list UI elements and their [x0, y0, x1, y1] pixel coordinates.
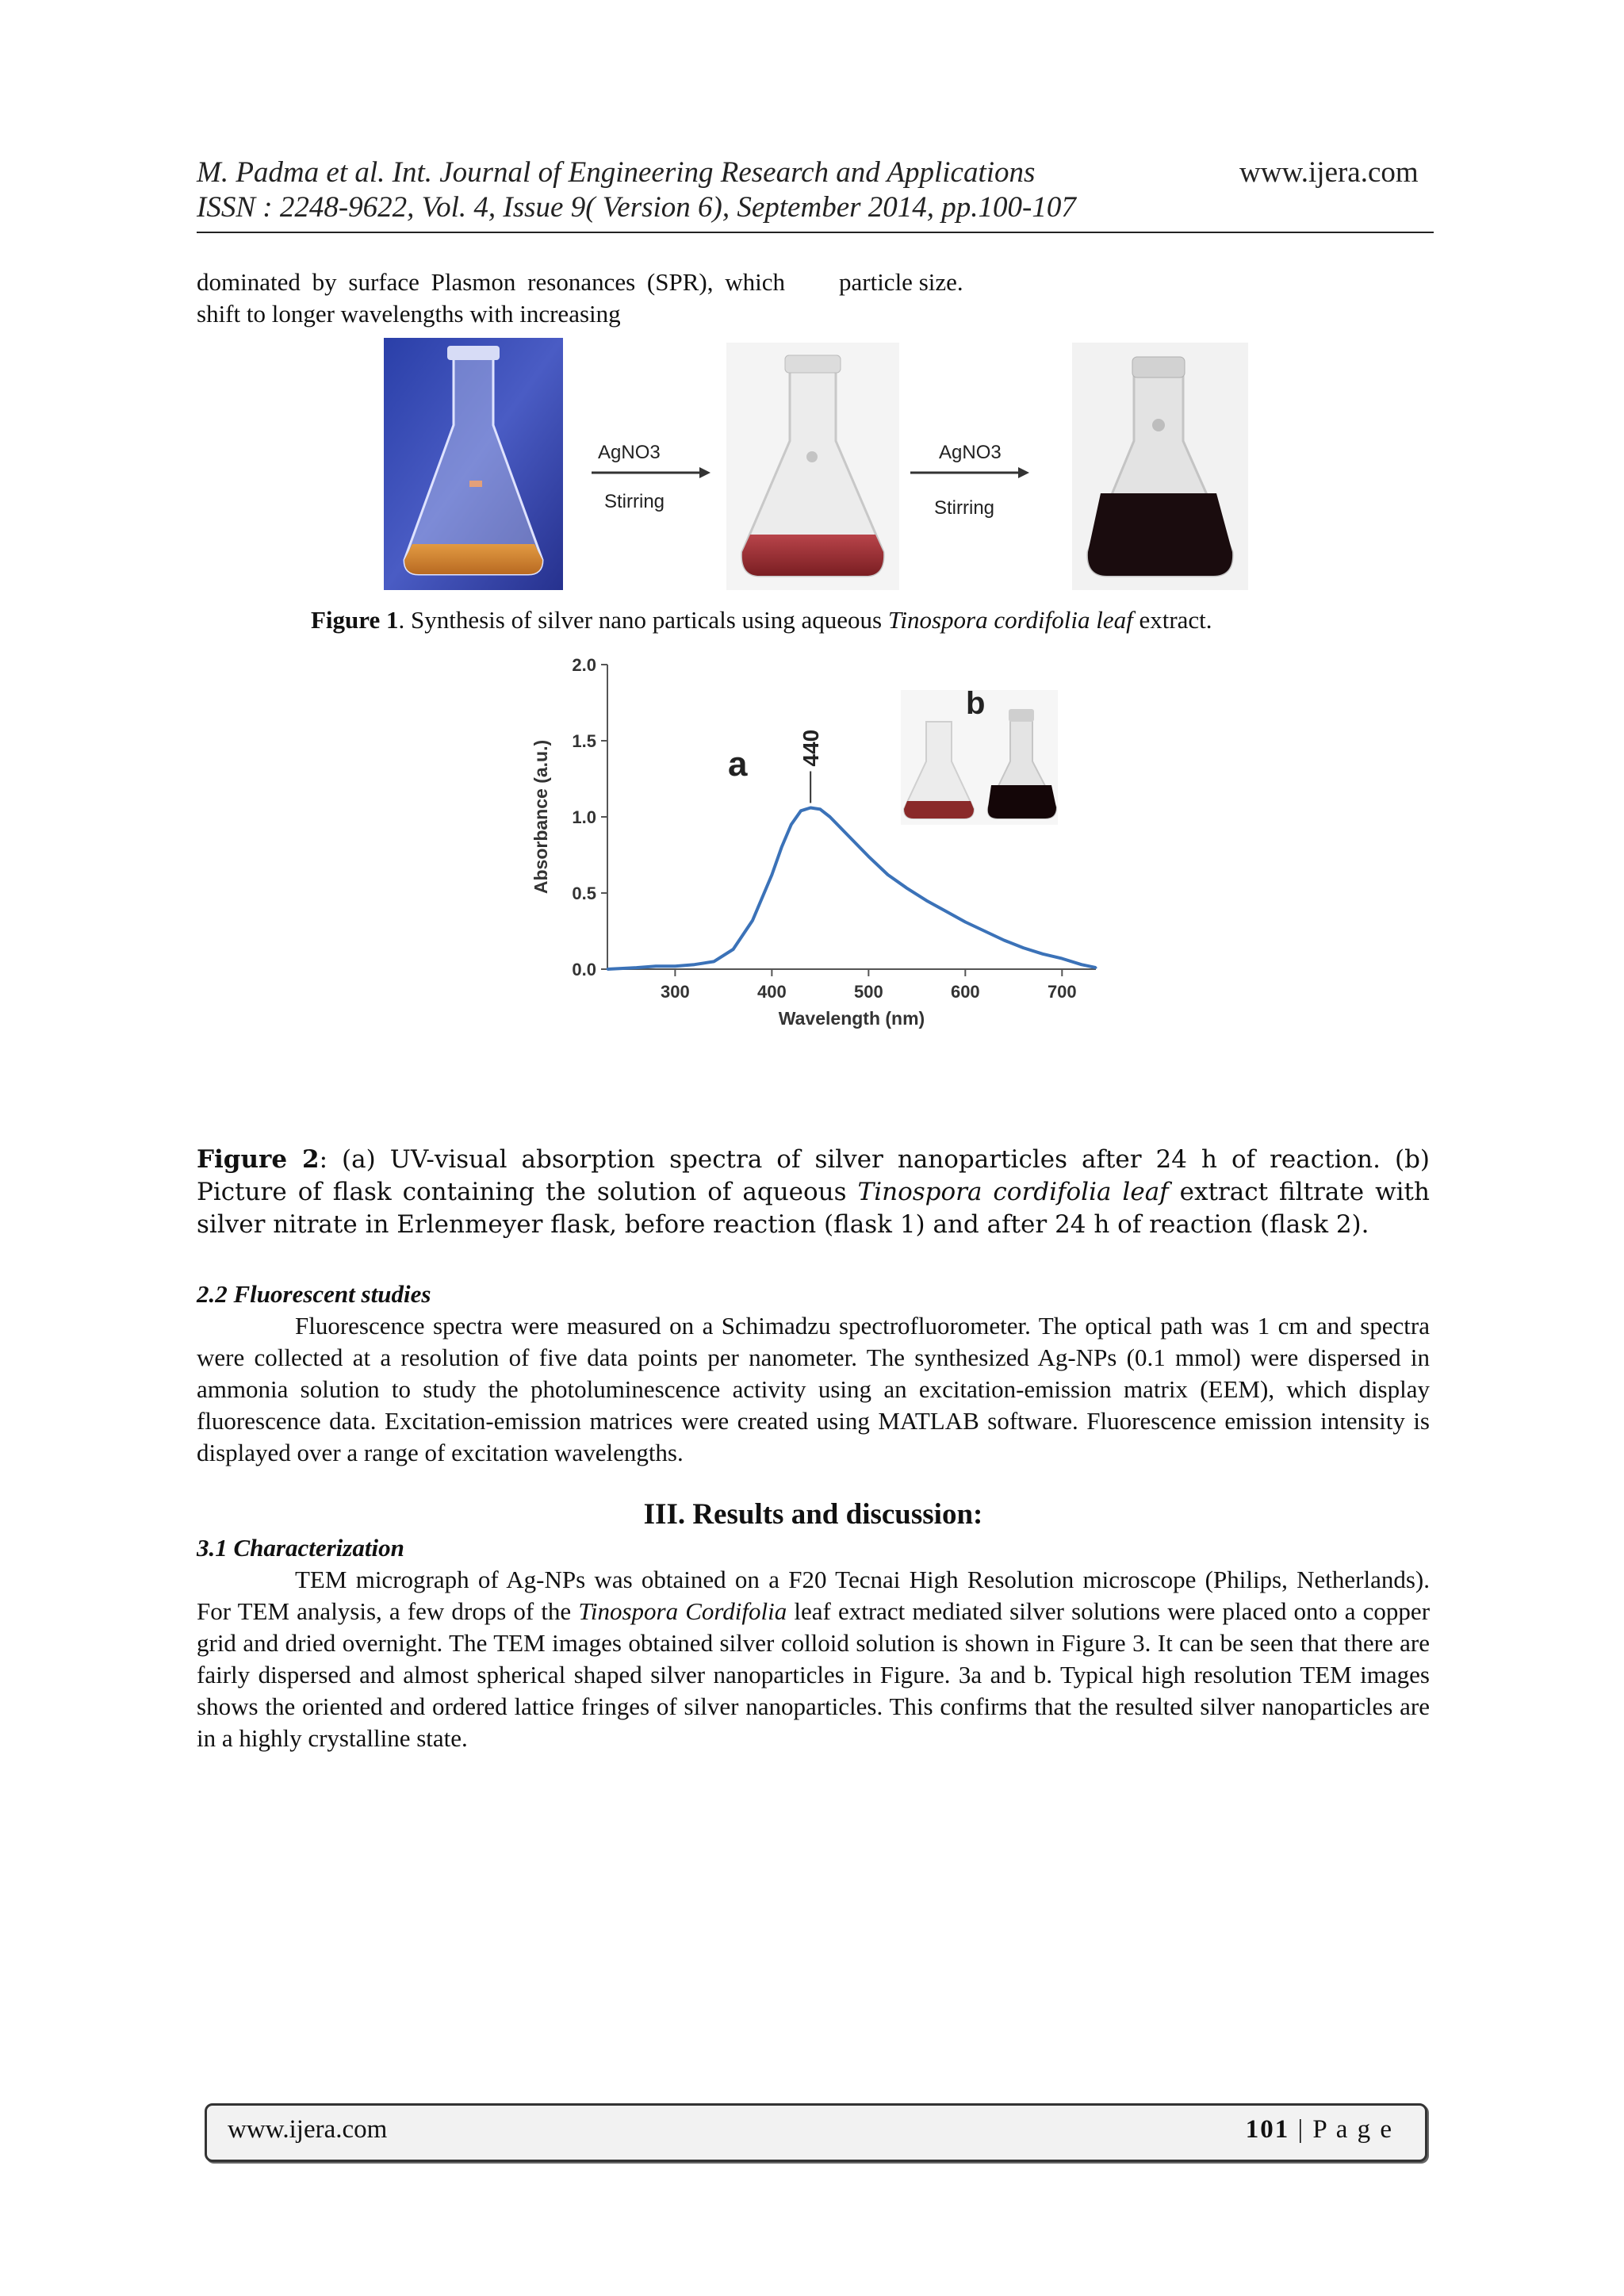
y-axis-title: Absorbance (a.u.)	[530, 739, 551, 895]
data-point	[964, 921, 967, 923]
footer-url[interactable]: www.ijera.com	[228, 2115, 388, 2144]
x-tick-label: 500	[853, 982, 883, 1002]
flask2-photo	[726, 343, 899, 590]
panel-label-b: b	[966, 686, 986, 721]
data-point	[790, 823, 792, 826]
data-point	[810, 807, 812, 809]
x-tick-label: 300	[661, 982, 690, 1002]
section-3-1-heading: 3.1 Characterization	[197, 1534, 404, 1562]
arrow1-label-top: AgNO3	[598, 442, 661, 463]
section-3-1-body	[197, 1564, 1430, 1754]
y-tick-label: 0.0	[572, 960, 596, 979]
intro-right-column: particle size.	[839, 268, 963, 296]
running-header-line2: ISSN : 2248-9622, Vol. 4, Issue 9( Version 6), September 2014, pp.100-107	[197, 191, 1076, 224]
page-label: | P a g e	[1289, 2115, 1393, 2144]
data-point	[819, 808, 822, 811]
data-point	[693, 964, 695, 966]
figure2-caption-species: Tinospora cordifolia leaf	[857, 1178, 1169, 1206]
panel-label-a: a	[728, 745, 748, 784]
data-point	[635, 967, 638, 969]
figure1-caption	[311, 604, 1212, 636]
figure1-caption-text-b: extract.	[1132, 606, 1212, 634]
data-point	[674, 965, 676, 968]
data-point	[1041, 953, 1044, 955]
section-2-2-body	[197, 1310, 1430, 1469]
figure2-caption	[197, 1144, 1430, 1241]
section-3-1-paragraph	[197, 1564, 1430, 1754]
data-point	[771, 873, 773, 876]
section-2-2-heading: 2.2 Fluorescent studies	[197, 1280, 431, 1308]
figure1-image	[384, 338, 1248, 592]
data-point	[925, 899, 928, 902]
footer-page	[1246, 2115, 1393, 2145]
data-point	[1095, 967, 1097, 969]
running-header-line1: M. Padma et al. Int. Journal of Engineering Research and Applications	[197, 156, 1036, 189]
data-point	[1080, 964, 1082, 966]
section-3-1-text-b: leaf extract mediated silver solutions were placed onto a copper grid and dried overnight. The TEM images obtained silver colloid solution is shown in Figure 3. It can be seen that there are fairly dispersed and almost spherical shaped silver nanoparticles in Figure. 3a and b. Typical high resolution TEM images shows the oriented and ordered lattice fringes of silver nanoparticles. This confirms that the resulted silver nanoparticles are in a highly crystalline state.	[197, 1597, 1431, 1752]
flask3-photo	[1072, 343, 1248, 590]
figure2-caption-text-b: extract filtrate with silver nitrate in Erlenmeyer flask, before reaction (flask 1) and after 24 h of reaction (flask 2).	[197, 1178, 1430, 1239]
data-point	[1003, 939, 1005, 941]
arrow1	[592, 467, 710, 478]
data-point	[906, 887, 909, 890]
data-point	[887, 873, 889, 876]
figure1-caption-label: Figure 1	[311, 606, 399, 634]
data-point	[780, 846, 783, 849]
absorbance-series-line	[607, 808, 1096, 970]
section-3-1-text-a: TEM micrograph of Ag-NPs was obtained on a F20 Tecnai High Resolution microscope (Philips, Netherlands). For TEM analysis, a few drops of the	[197, 1566, 1430, 1625]
y-tick-label: 0.5	[572, 884, 596, 903]
header-rule	[197, 232, 1434, 233]
data-point	[607, 968, 609, 971]
figure1-caption-text-a: . Synthesis of silver nano particals using aqueous	[398, 606, 888, 634]
peak-label: 440	[799, 729, 824, 767]
data-point	[829, 816, 831, 818]
flask1-photo	[384, 338, 563, 590]
section-2-2-paragraph: Fluorescence spectra were measured on a Schimadzu spectrofluorometer. The optical path was 1 cm and spectra were collected at a resolution of five data points per nanometer. The synthesized Ag-NPs (0.1 mmol) were dispersed in ammonia solution to study the photoluminescence activity using an excitation-emission matrix (EEM), which display fluorescence data. Excitation-emission matrices were created using MATLAB software. Fluorescence emission intensity is displayed over a range of excitation wavelengths.	[197, 1312, 1430, 1466]
section-3-1-species: Tinospora Cordifolia	[578, 1597, 787, 1625]
arrow2-label-top: AgNO3	[939, 442, 1002, 463]
figure2-caption-label: Figure 2	[197, 1145, 320, 1174]
figure2-caption-text-a: : (a) UV-visual absorption spectra of silver nanoparticles after 24 h of reaction. (b) Picture of flask containing the solution of aqueous	[197, 1145, 1431, 1206]
intro-left-column: dominated by surface Plasmon resonances (SPR), which shift to longer wavelengths with increasing	[197, 268, 785, 328]
data-point	[654, 965, 657, 968]
page-footer	[205, 2103, 1427, 2162]
x-tick-label: 400	[757, 982, 787, 1002]
data-point	[713, 960, 715, 963]
arrow2-label-bottom: Stirring	[934, 497, 995, 519]
journal-url[interactable]: www.ijera.com	[1239, 156, 1419, 189]
data-point	[983, 930, 986, 933]
data-point	[799, 810, 802, 812]
figure1-caption-species: Tinospora cordifolia leaf	[887, 606, 1133, 634]
x-tick-label: 600	[950, 982, 980, 1002]
x-axis-title: Wavelength (nm)	[778, 1008, 925, 1029]
page-number: 101	[1245, 2115, 1290, 2144]
y-tick-label: 2.0	[572, 655, 596, 675]
figure2-chart	[523, 642, 1110, 1140]
data-point	[944, 910, 947, 913]
y-tick-label: 1.5	[572, 731, 596, 751]
data-point	[1061, 957, 1063, 960]
data-point	[751, 919, 753, 922]
data-point	[848, 835, 850, 838]
chapter-3-heading: III. Results and discussion:	[643, 1498, 983, 1531]
data-point	[732, 949, 734, 951]
x-tick-label: 700	[1047, 982, 1077, 1002]
data-point	[868, 855, 870, 857]
y-tick-label: 1.0	[572, 807, 596, 827]
data-point	[1022, 947, 1025, 949]
arrow2	[910, 467, 1029, 478]
arrow1-label-bottom: Stirring	[604, 491, 665, 512]
